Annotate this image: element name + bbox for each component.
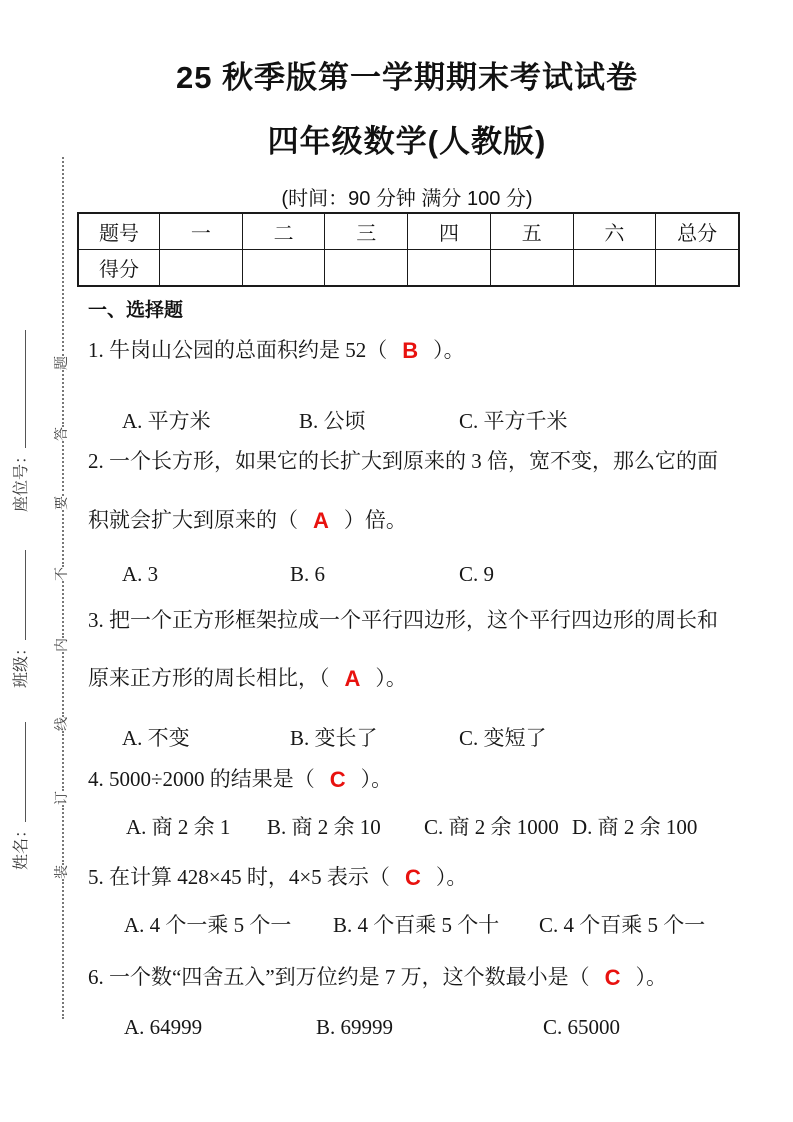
question-4-options	[0, 811, 760, 841]
score-table-header-cell: 五	[490, 214, 573, 249]
score-row-label: 得分	[79, 249, 159, 285]
binding-line-char: 题	[55, 356, 70, 370]
answer-letter: A	[313, 508, 329, 533]
binding-dots	[62, 441, 64, 496]
exam-subtitle-grade: 四年级数学(人教版)	[267, 124, 547, 159]
binding-dots	[62, 157, 64, 356]
option-item: C. 商 2 余 1000	[424, 815, 559, 839]
section-heading-choice: 一、选择题	[88, 300, 184, 321]
question-text: ）。	[435, 865, 468, 889]
question-1-stem	[88, 334, 465, 364]
question-text: 4. 5000÷2000 的结果是（	[88, 767, 315, 791]
question-6-stem	[88, 961, 667, 991]
binding-line-char: 答	[55, 427, 70, 441]
binding-line-char: 订	[55, 791, 70, 805]
question-2-stem-line2	[88, 504, 407, 534]
question-5-options	[0, 909, 760, 939]
class-label: 班级：	[12, 639, 30, 688]
answer-letter: B	[402, 338, 419, 363]
binding-line-char: 不	[55, 567, 70, 581]
question-text: ）。	[433, 338, 465, 362]
exam-title: 25 秋季版第一学期期末考试试卷	[175, 60, 639, 95]
score-table-header-cell: 六	[573, 214, 656, 249]
seat-number-label: 座位号：	[12, 447, 30, 512]
question-text: 原来正方形的周长相比，（	[88, 666, 330, 690]
score-table-header-cell: 三	[324, 214, 407, 249]
question-text: 1. 牛岗山公园的总面积约是 52（	[88, 338, 388, 362]
name-label: 姓名：	[12, 821, 30, 870]
answer-letter: C	[604, 965, 621, 990]
score-table-header-cell: 总分	[655, 214, 738, 249]
binding-dots	[62, 879, 64, 1019]
option-item: A. 商 2 余 1	[126, 815, 231, 839]
score-cell-empty	[655, 249, 738, 285]
question-2-options	[0, 562, 760, 592]
binding-dots	[62, 510, 64, 567]
option-item: C. 65000	[543, 1015, 621, 1039]
question-5-stem	[88, 861, 467, 891]
question-3-stem-line2	[88, 662, 407, 692]
option-item: A. 64999	[124, 1015, 203, 1039]
question-text: 积就会扩大到原来的（	[88, 508, 298, 532]
score-table-header-cell: 二	[242, 214, 325, 249]
question-6-options	[0, 1015, 760, 1045]
score-cell-empty	[573, 249, 656, 285]
answer-letter: C	[404, 865, 421, 890]
exam-time-info: (时间：90 分钟 满分 100 分)	[281, 188, 533, 210]
question-text: ）。	[360, 767, 393, 791]
binding-line-char: 装	[55, 865, 70, 879]
option-item: C. 平方千米	[459, 409, 568, 433]
question-text: ）倍。	[343, 508, 407, 532]
option-item: A. 不变	[122, 726, 190, 750]
binding-line-char: 线	[55, 717, 70, 731]
option-item: B. 4 个百乘 5 个十	[333, 913, 500, 937]
question-text: 6. 一个数“四舍五入”到万位约是 7 万，这个数最小是（	[88, 965, 590, 989]
question-3-options	[0, 722, 760, 752]
option-item: B. 6	[290, 562, 326, 586]
score-cell-empty	[407, 249, 490, 285]
score-cell-empty	[490, 249, 573, 285]
option-item: B. 69999	[316, 1015, 394, 1039]
score-table-header-cell: 题号	[99, 223, 139, 245]
question-2-stem-line1: 2. 一个长方形，如果它的长扩大到原来的 3 倍，宽不变，那么它的面	[88, 449, 718, 473]
answer-letter: A	[344, 666, 361, 691]
answer-letter: C	[329, 767, 346, 792]
option-item: C. 9	[459, 562, 495, 586]
option-item: D. 商 2 余 100	[572, 815, 698, 839]
option-item: B. 商 2 余 10	[267, 815, 381, 839]
class-field	[8, 528, 30, 688]
score-table	[77, 212, 740, 287]
question-1-options	[0, 405, 760, 435]
question-4-stem	[88, 763, 392, 793]
option-item: B. 变长了	[290, 726, 378, 750]
option-item: A. 4 个一乘 5 个一	[124, 913, 292, 937]
binding-line-char: 要	[55, 496, 70, 510]
option-item: C. 变短了	[459, 726, 547, 750]
option-item: A. 平方米	[122, 409, 211, 433]
score-table-header-cell: 一	[159, 214, 242, 249]
question-text: ）。	[635, 965, 668, 989]
question-text: 5. 在计算 428×45 时，4×5 表示（	[88, 865, 390, 889]
score-cell-empty	[159, 249, 242, 285]
option-item: B. 公顷	[299, 409, 366, 433]
binding-dots	[62, 652, 64, 717]
score-cell-empty	[242, 249, 325, 285]
binding-line-char: 内	[55, 638, 70, 652]
question-text: ）。	[375, 666, 407, 690]
option-item: C. 4 个百乘 5 个一	[539, 913, 706, 937]
question-3-stem-line1: 3. 把一个正方形框架拉成一个平行四边形，这个平行四边形的周长和	[88, 608, 718, 632]
score-cell-empty	[324, 249, 407, 285]
option-item: A. 3	[122, 562, 159, 586]
score-table-header-cell: 四	[407, 214, 490, 249]
